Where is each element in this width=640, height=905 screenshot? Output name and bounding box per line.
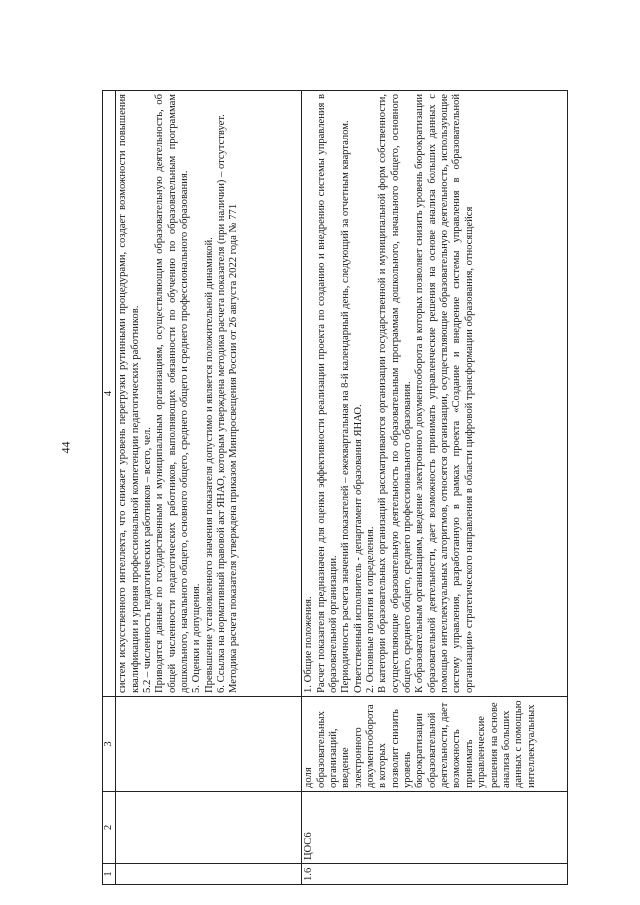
column-number-2: 2 [103,792,116,864]
page-number: 44 [58,441,73,454]
method-paragraph: Приводятся данные по государственным и муниципальным организациям, осуществляющим образовательную деятельность, об общей численности педагогических работников, выполняющих обязанности по обучению по образовательным программам дошкольного, начального общего, основного общего, среднего общего и среднего профессионального образования. [154,94,191,693]
method-paragraph: Расчет показателя предназначен для оценки эффективности реализации проекта по созданию и внедрению системы управления в образовательной организации. [315,94,340,693]
indicator-code: ЦОС6 [302,792,568,864]
indicator-number: 1.6 [302,864,568,885]
method-paragraph: 6. Ссылка на нормативный правовой акт ЯНАО, которым утверждена методика расчета показателя (при наличии) – отсутствует. [216,114,228,693]
column-number-4: 4 [103,91,116,697]
continued-description-cell [116,697,302,792]
method-paragraph: 2. Основные понятия и определения. [365,526,377,693]
method-paragraph: 5.2 – численность педагогических работников – всего, чел. [142,427,154,693]
indicator-row-1-6 [302,91,568,885]
indicator-description: доля образовательных организаций, введение электронного документооборота в которых позволит снизить уровень бюрократизации образовательной деятельности, дает возможность принимать управленческие решения на основе анализа больших данных с помощью интеллектуальных [302,697,568,792]
continued-row [116,91,302,885]
indicator-methodology [302,91,568,697]
method-paragraph: 1. Общие положения. [303,596,315,693]
column-number-1: 1 [103,864,116,885]
method-paragraph: Превышение установленного значения показателя допустимо и является положительной динамикой. [203,237,215,693]
column-number-3: 3 [103,697,116,792]
continued-methodology-cell [116,91,302,697]
method-paragraph: 5. Оценки и допущения. [191,583,203,693]
method-paragraph: К образовательным организациям, введение электронного документооборота в которых позволяет снизить уровень бюрократизации образовательной деятельности, дает возможность принимать управленческие решения на основе анализа больших данных с помощью интеллектуальных алгоритмов, относятся организации, осуществляющие образовательную деятельность, использующие систему управления, разработанную в рамках проекта «Создание и внедрение системы управления в образовательной организации» стратегического направления в области цифровой трансформации образования, относящейся [414,94,475,693]
method-paragraph: Ответственный исполнитель - департамент образования ЯНАО. [352,404,364,693]
method-paragraph: Методика расчета показателя утверждена приказом Минпросвещения России от 26 августа 2022 года № 771 [228,203,240,693]
continued-code-cell [116,792,302,864]
method-paragraph: В категории образовательных организаций рассматриваются организации государственной и муниципальной форм собственности, осуществляющие образовательную деятельность по образовательным программам дошкольного, начального общего, основного общего, среднего общего, среднего профессионального образования. [377,94,414,693]
method-paragraph: Периодичность расчета значений показателей – ежеквартальная на 8-й календарный день, следующий за отчетным кварталом. [340,120,352,693]
indicator-table [102,90,568,885]
method-paragraph: систем искусственного интеллекта, что снижает уровень перегрузки рутинными процедурами, создает возможности повышения квалификации и уровня профессиональной компетенции педагогических работников. [117,94,141,693]
column-number-row [103,91,116,885]
continued-num-cell [116,864,302,885]
